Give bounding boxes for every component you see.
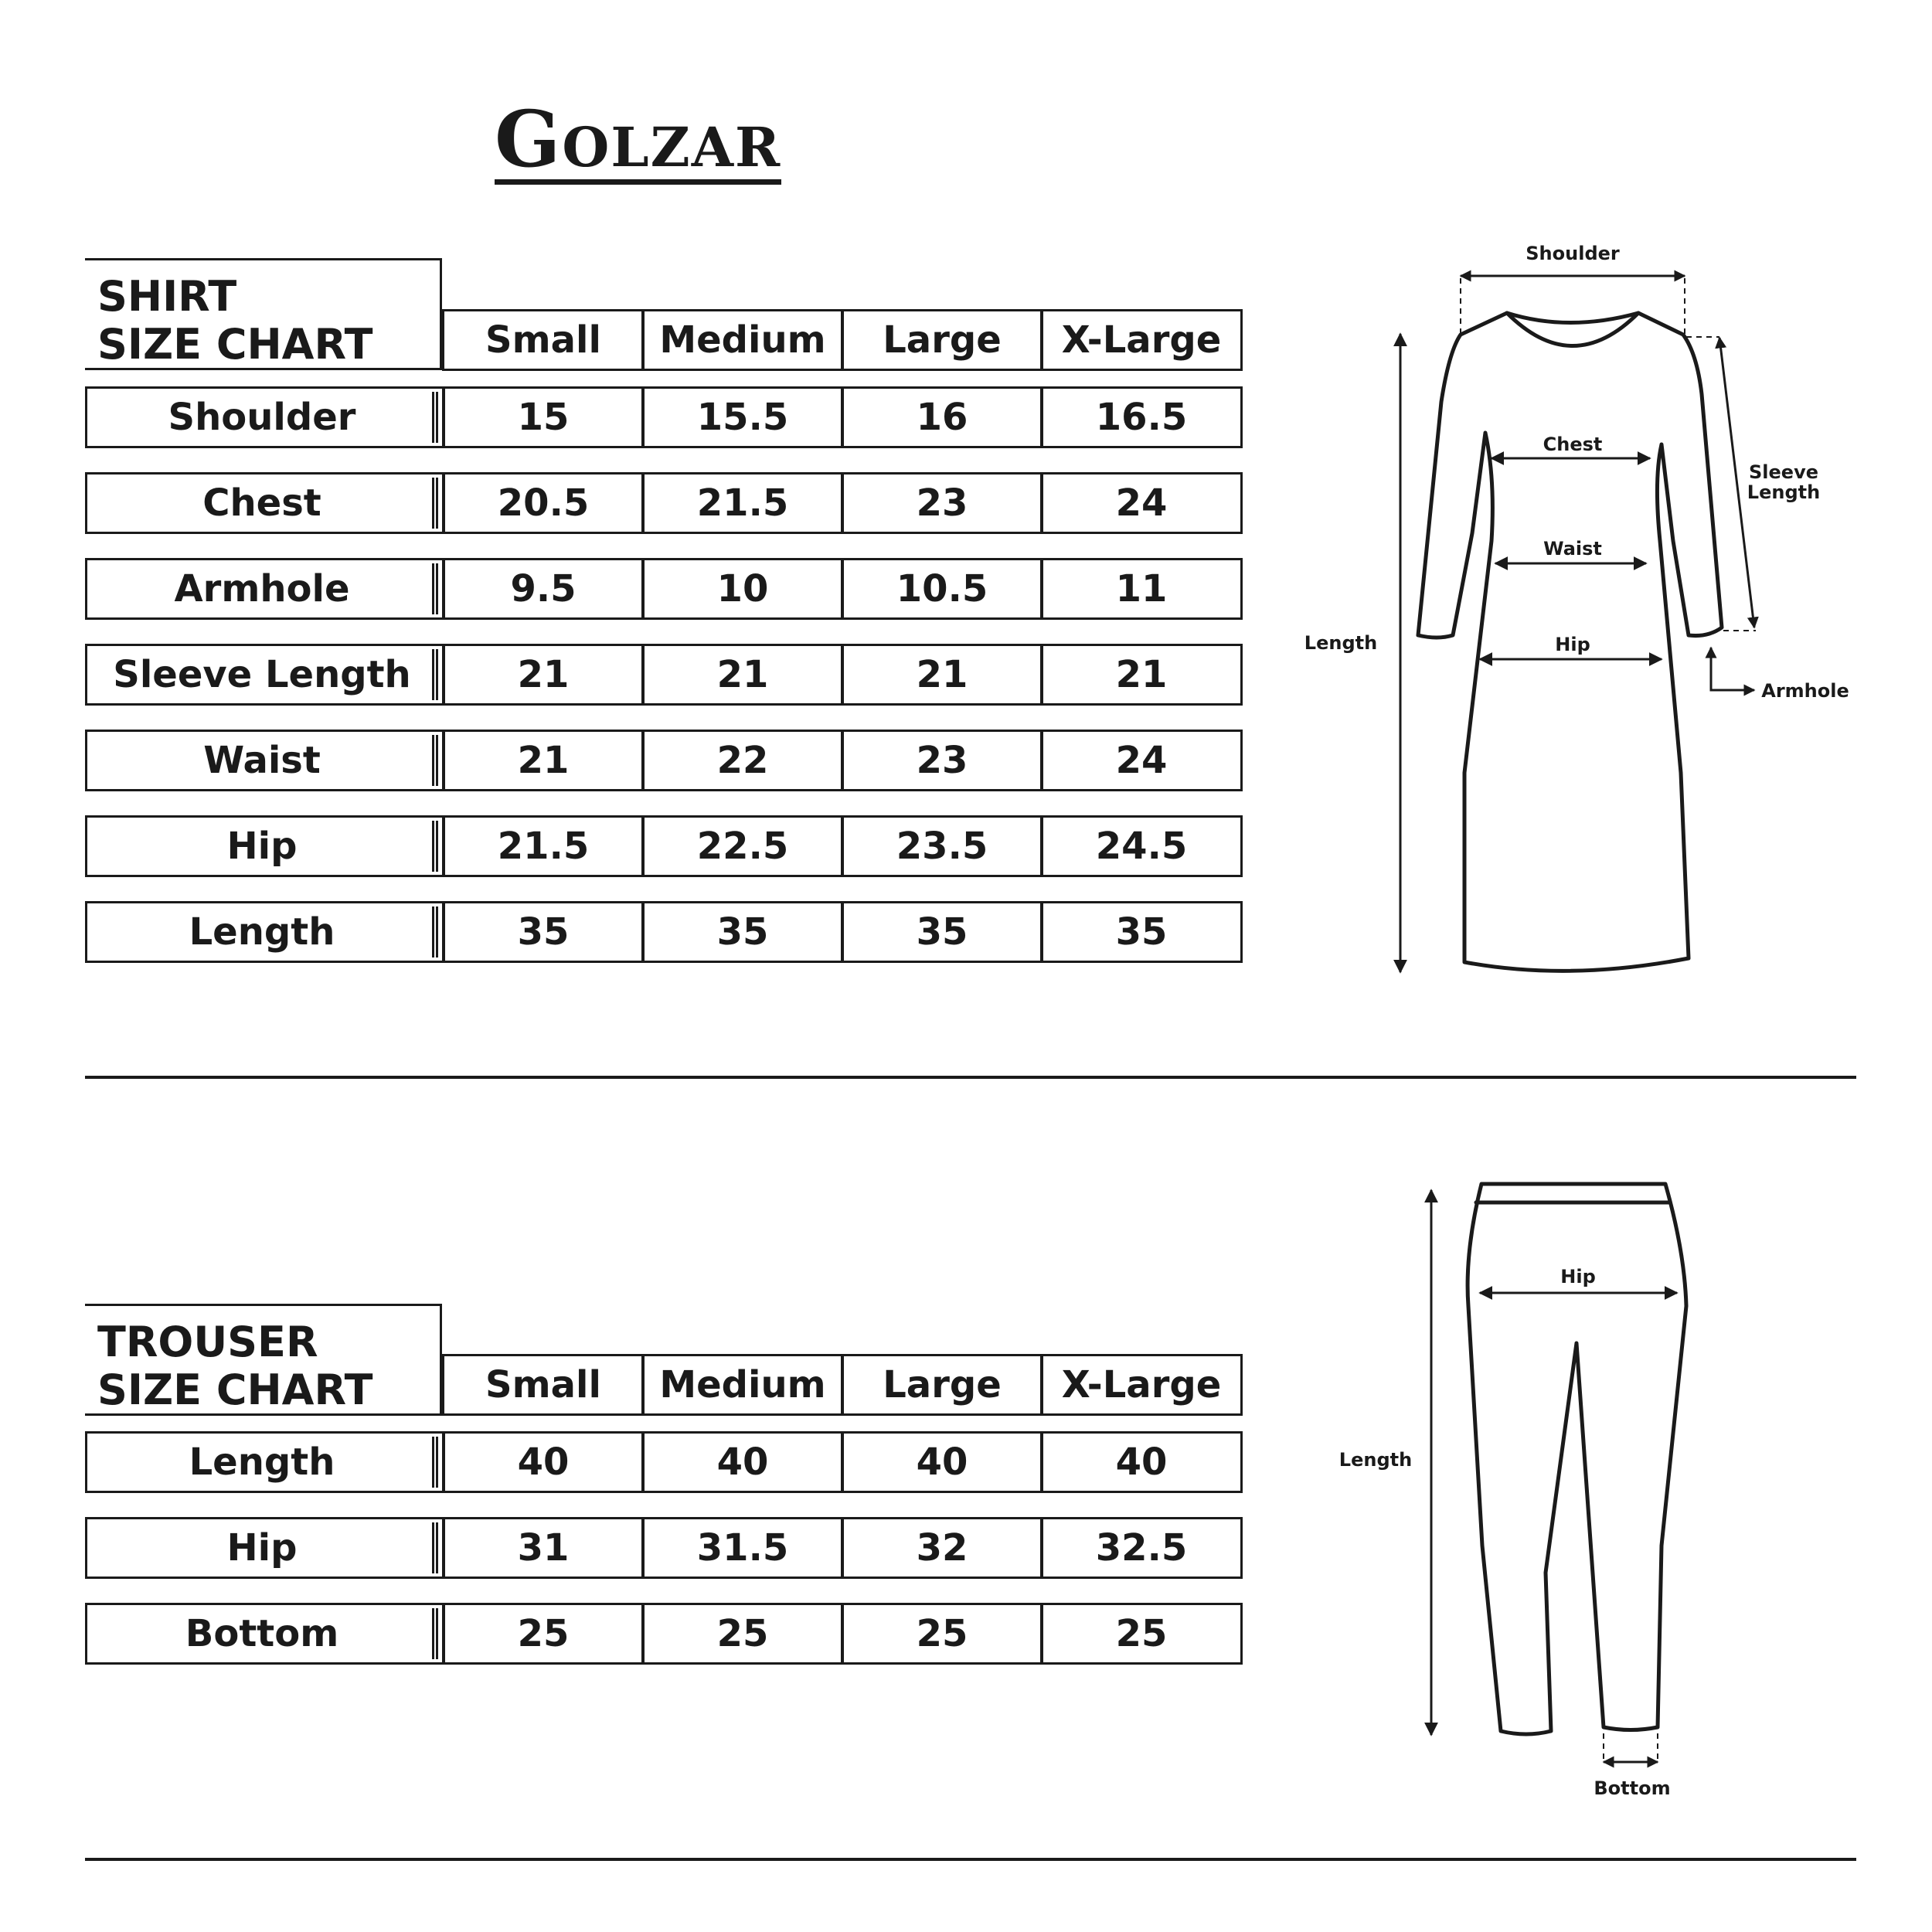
shirt-title-line2: SIZE CHART: [97, 320, 373, 369]
trouser-size-header-xlarge: X-Large: [1040, 1354, 1243, 1416]
trouser-size-header-large: Large: [841, 1354, 1043, 1416]
waist-label: Waist: [1543, 538, 1602, 560]
shirt-cell: 23.5: [841, 815, 1043, 877]
sleeve-label-line1: Sleeve: [1749, 461, 1818, 483]
shirt-cell: 16: [841, 386, 1043, 448]
shirt-length-label: Length: [1304, 632, 1378, 654]
trouser-cell: 31.5: [641, 1517, 844, 1579]
shirt-cell: 20.5: [442, 472, 645, 534]
armhole-pointer: [1711, 648, 1754, 690]
trouser-row-label-hip: Hip: [85, 1517, 445, 1579]
trouser-size-header-small: Small: [442, 1354, 645, 1416]
sleeve-label-line2: Length: [1747, 481, 1821, 503]
shirt-cell: 21: [841, 644, 1043, 706]
shoulder-label: Shoulder: [1526, 243, 1620, 264]
trouser-cell: 40: [641, 1431, 844, 1493]
shirt-cell: 23: [841, 730, 1043, 791]
shirt-cell: 21: [442, 644, 645, 706]
shirt-cell: 9.5: [442, 558, 645, 620]
hip-label: Hip: [1555, 634, 1590, 655]
shirt-title-line1: SHIRT: [97, 272, 237, 321]
shirt-cell: 35: [1040, 901, 1243, 963]
trouser-cell: 25: [641, 1603, 844, 1665]
brand-logo: Golzar: [495, 94, 782, 185]
shirt-cell: 35: [841, 901, 1043, 963]
shirt-cell: 10: [641, 558, 844, 620]
shirt-cell: 15: [442, 386, 645, 448]
trouser-row-label-bottom: Bottom: [85, 1603, 445, 1665]
shirt-size-header-small: Small: [442, 309, 645, 371]
shirt-cell: 23: [841, 472, 1043, 534]
shirt-cell: 21: [1040, 644, 1243, 706]
trouser-cell: 40: [442, 1431, 645, 1493]
shirt-row-label-waist: Waist: [85, 730, 445, 791]
trouser-cell: 31: [442, 1517, 645, 1579]
shirt-cell: 21: [641, 644, 844, 706]
shirt-size-header-large: Large: [841, 309, 1043, 371]
shirt-cell: 22.5: [641, 815, 844, 877]
shirt-cell: 22: [641, 730, 844, 791]
shirt-cell: 24: [1040, 472, 1243, 534]
chest-label: Chest: [1543, 434, 1603, 455]
trouser-cell: 32.5: [1040, 1517, 1243, 1579]
shirt-cell: 21: [442, 730, 645, 791]
shirt-cell: 10.5: [841, 558, 1043, 620]
shirt-cell: 16.5: [1040, 386, 1243, 448]
trouser-cell: 40: [841, 1431, 1043, 1493]
shirt-row-label-hip: Hip: [85, 815, 445, 877]
shirt-cell: 21.5: [442, 815, 645, 877]
shirt-row-label-chest: Chest: [85, 472, 445, 534]
trouser-cell: 25: [442, 1603, 645, 1665]
shirt-cell: 11: [1040, 558, 1243, 620]
shirt-cell: 21.5: [641, 472, 844, 534]
trouser-cell: 25: [1040, 1603, 1243, 1665]
shirt-cell: 35: [442, 901, 645, 963]
armhole-label: Armhole: [1761, 680, 1849, 702]
trouser-cell: 32: [841, 1517, 1043, 1579]
trouser-length-label: Length: [1338, 1449, 1413, 1471]
trouser-cell: 25: [841, 1603, 1043, 1665]
shirt-size-header-medium: Medium: [641, 309, 844, 371]
trouser-size-header-medium: Medium: [641, 1354, 844, 1416]
trouser-cell: 40: [1040, 1431, 1243, 1493]
shirt-cell: 35: [641, 901, 844, 963]
trouser-title-line2: SIZE CHART: [97, 1366, 373, 1414]
shirt-cell: 15.5: [641, 386, 844, 448]
shirt-row-label-shoulder: Shoulder: [85, 386, 445, 448]
shirt-size-header-xlarge: X-Large: [1040, 309, 1243, 371]
shirt-row-label-length: Length: [85, 901, 445, 963]
trouser-title-line1: TROUSER: [97, 1318, 318, 1366]
shirt-row-label-sleeve-length: Sleeve Length: [85, 644, 445, 706]
shirt-cell: 24.5: [1040, 815, 1243, 877]
shirt-row-label-armhole: Armhole: [85, 558, 445, 620]
bottom-label: Bottom: [1594, 1777, 1671, 1799]
trouser-row-label-length: Length: [85, 1431, 445, 1493]
trouser-hip-label: Hip: [1560, 1266, 1596, 1287]
shirt-cell: 24: [1040, 730, 1243, 791]
